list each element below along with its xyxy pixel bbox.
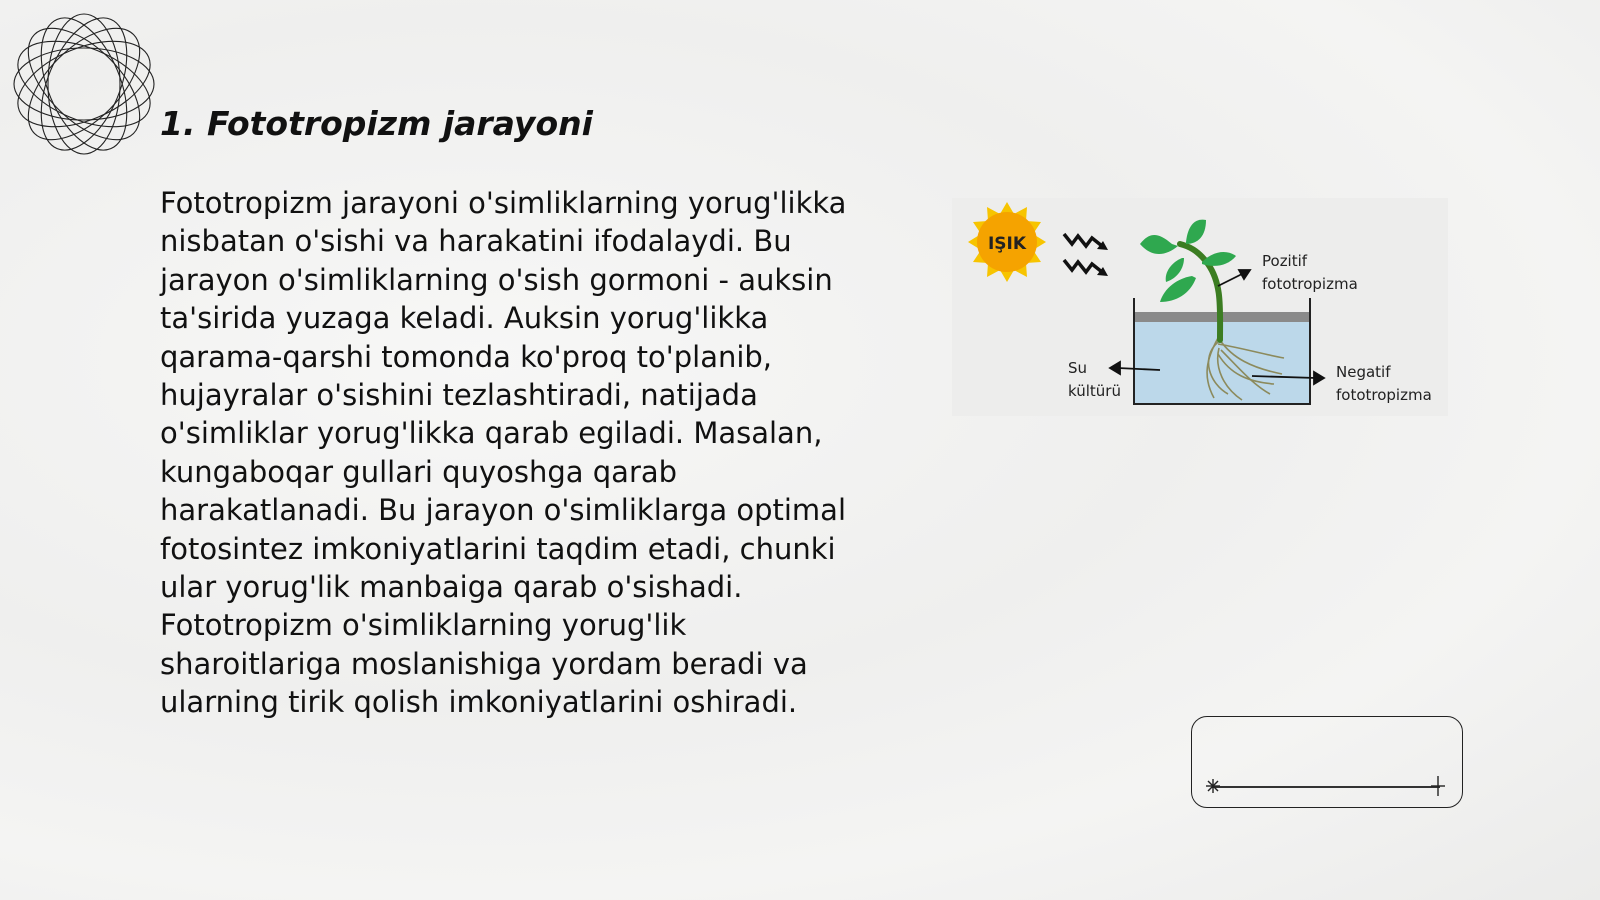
plus-marker-icon xyxy=(1429,775,1447,797)
body-paragraph: Fototropizm jarayoni o'simliklarning yorug'likka nisbatan o'sishi va harakatini ifodalaydi. Bu jarayon o'simliklarning o'sish gormoni - auksin ta'sirida yuzaga keladi. Auksin yorug'likka qarama-qarshi tomonda ko'proq to'planib, hujayralar o'sishini tezlashtiradi, natijada o'simliklar yorug'likka qarab egiladi. Masalan, kungaboqar gullari quyoshga qarab harakatlanadi. Bu jarayon o'simliklarga optimal fotosintez imkoniyatlarini taqdim etadi, chunki ular yorug'lik manbaiga qarab o'sishadi. Fototropizm o'simliklarning yorug'lik sharoitlariga moslanishiga yordam beradi va ularning tirik qolish imkoniyatlarini oshiradi. xyxy=(160,186,847,720)
light-ray-arrows-icon xyxy=(1064,234,1108,276)
water-label-line2: kültürü xyxy=(1068,382,1121,400)
negative-label-line2: fototropizma xyxy=(1336,386,1432,404)
slide-title: 1. Fototropizm jarayoni xyxy=(160,104,593,143)
positive-label-line1: Pozitif xyxy=(1262,252,1308,270)
spirograph-ornament-icon xyxy=(10,10,158,158)
water-label-line1: Su xyxy=(1068,359,1088,377)
positive-label-line2: fototropizma xyxy=(1262,275,1358,293)
leaves xyxy=(1140,220,1236,302)
sun-icon xyxy=(968,202,1046,282)
negative-label-line1: Negatif xyxy=(1336,363,1391,381)
phototropism-diagram xyxy=(952,198,1448,416)
media-progress-widget[interactable] xyxy=(1191,716,1463,808)
asterisk-icon xyxy=(1205,778,1221,794)
progress-track[interactable] xyxy=(1212,786,1440,788)
sun-label: IŞIK xyxy=(987,234,1027,254)
